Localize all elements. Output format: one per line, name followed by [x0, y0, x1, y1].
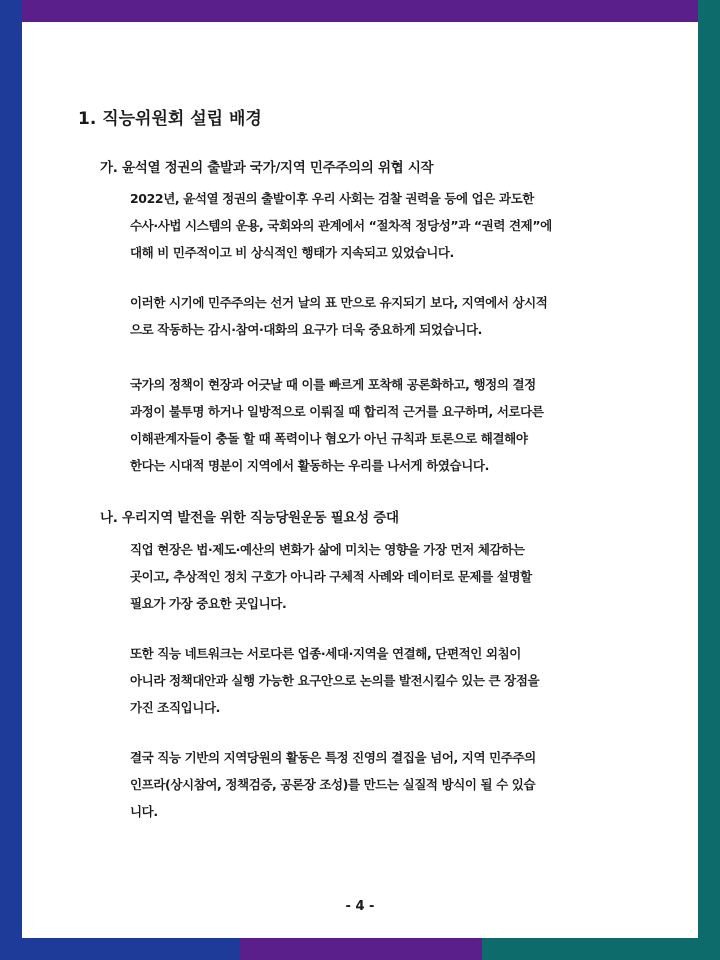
bottom-border-bar-left: [0, 938, 240, 960]
paragraph-line: 수사·사법 시스템의 운용, 국회와의 관계에서 “절차적 정당성”과 “권력 견제”에: [130, 218, 552, 233]
paragraph-line: 과정이 불투명 하거나 일방적으로 이뤄질 때 합리적 근거를 요구하며, 서로다른: [130, 404, 544, 419]
paragraph-line: 직업 현장은 법·제도·예산의 변화가 삶에 미치는 영향을 가장 먼저 체감하는: [130, 542, 525, 557]
bottom-border-bar-right: [482, 938, 720, 960]
paragraph-na-3: [130, 744, 602, 825]
paragraph-line: 으로 작동하는 감시·참여·대화의 요구가 더욱 중요하게 되었습니다.: [130, 322, 482, 337]
paragraph-ga-2: [130, 289, 602, 343]
paragraph-line: 필요가 가장 중요한 곳입니다.: [130, 596, 287, 611]
paragraph-line: 2022년, 윤석열 정권의 출발이후 우리 사회는 검찰 권력을 등에 업은 과도한: [130, 191, 534, 206]
bottom-border-bar-middle: [240, 938, 482, 960]
paragraph-line: 이해관계자들이 충돌 할 때 폭력이나 혐오가 아닌 규칙과 토론으로 해결해야: [130, 431, 528, 446]
paragraph-line: 이러한 시기에 민주주의는 선거 날의 표 만으로 유지되기 보다, 지역에서 상시적: [130, 295, 548, 310]
page-number: - 4 -: [345, 899, 375, 914]
paragraph-line: 가진 조직입니다.: [130, 700, 221, 715]
paragraph-line: 인프라(상시참여, 정책검증, 공론장 조성)를 만드는 실질적 방식이 될 수 있습: [130, 777, 536, 792]
paragraph-ga-1: [130, 185, 602, 266]
subsection-heading-ga: 가. 윤석열 정권의 출발과 국가/지역 민주주의의 위협 시작: [100, 160, 434, 176]
paragraph-line: 또한 직능 네트워크는 서로다른 업종·세대·지역을 연결해, 단편적인 외침이: [130, 646, 521, 661]
top-border-bar: [0, 0, 720, 22]
paragraph-na-2: [130, 640, 602, 721]
paragraph-line: 한다는 시대적 명분이 지역에서 활동하는 우리를 나서게 하였습니다.: [130, 458, 489, 473]
paragraph-line: 니다.: [130, 804, 158, 819]
right-border-bar: [698, 0, 720, 960]
paragraph-line: 결국 직능 기반의 지역당원의 활동은 특정 진영의 결집을 넘어, 지역 민주주의: [130, 750, 536, 765]
left-border-bar: [0, 0, 22, 960]
paragraph-ga-3: [130, 371, 602, 479]
subsection-heading-na: 나. 우리지역 발전을 위한 직능당원운동 필요성 증대: [100, 510, 399, 526]
paragraph-line: 대해 비 민주적이고 비 상식적인 행태가 지속되고 있었습니다.: [130, 245, 454, 260]
paragraph-na-1: [130, 536, 602, 617]
section-title: 1. 직능위원회 설립 배경: [78, 109, 262, 129]
paragraph-line: 아니라 정책대안과 실행 가능한 요구안으로 논의를 발전시킬수 있는 큰 장점을: [130, 673, 540, 688]
paragraph-line: 곳이고, 추상적인 정치 구호가 아니라 구체적 사례와 데이터로 문제를 설명할: [130, 569, 532, 584]
paragraph-line: 국가의 정책이 현장과 어긋날 때 이를 빠르게 포착해 공론화하고, 행정의 결정: [130, 377, 536, 392]
